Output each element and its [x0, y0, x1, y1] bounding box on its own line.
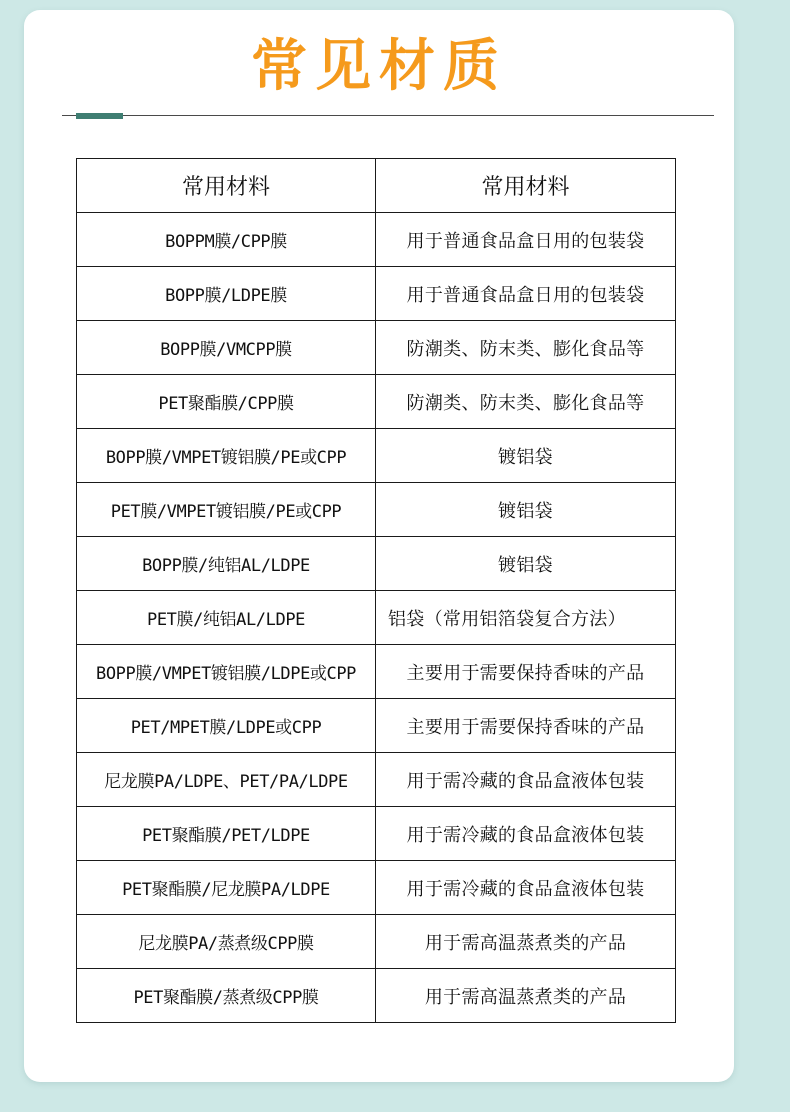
usage-cell: 主要用于需要保持香味的产品	[376, 645, 676, 699]
material-cell: PET聚酯膜/PET/LDPE	[77, 807, 376, 861]
table-row	[77, 915, 676, 969]
usage-cell: 镀铝袋	[376, 429, 676, 483]
header-material: 常用材料	[77, 159, 376, 213]
table-row	[77, 861, 676, 915]
divider-accent-bar	[76, 113, 123, 119]
material-cell: PET聚酯膜/蒸煮级CPP膜	[77, 969, 376, 1023]
usage-cell: 镀铝袋	[376, 483, 676, 537]
usage-cell: 用于普通食品盒日用的包装袋	[376, 213, 676, 267]
material-cell: BOPP膜/VMCPP膜	[77, 321, 376, 375]
material-cell: PET膜/纯铝AL/LDPE	[77, 591, 376, 645]
material-cell: BOPP膜/VMPET镀铝膜/PE或CPP	[77, 429, 376, 483]
table-row	[77, 321, 676, 375]
material-cell: BOPP膜/LDPE膜	[77, 267, 376, 321]
header-usage: 常用材料	[376, 159, 676, 213]
material-cell: PET膜/VMPET镀铝膜/PE或CPP	[77, 483, 376, 537]
material-cell: BOPP膜/纯铝AL/LDPE	[77, 537, 376, 591]
material-cell: PET聚酯膜/CPP膜	[77, 375, 376, 429]
table-header-row	[77, 159, 676, 213]
usage-cell: 镀铝袋	[376, 537, 676, 591]
material-cell: PET聚酯膜/尼龙膜PA/LDPE	[77, 861, 376, 915]
table-row	[77, 645, 676, 699]
usage-cell: 防潮类、防末类、膨化食品等	[376, 375, 676, 429]
table-row	[77, 753, 676, 807]
material-cell: PET/MPET膜/LDPE或CPP	[77, 699, 376, 753]
table-row	[77, 213, 676, 267]
table-row	[77, 537, 676, 591]
table-row	[77, 807, 676, 861]
material-cell: BOPP膜/VMPET镀铝膜/LDPE或CPP	[77, 645, 376, 699]
table-row	[77, 969, 676, 1023]
title-divider	[62, 115, 714, 116]
table-row	[77, 699, 676, 753]
content-card	[24, 10, 734, 1082]
material-cell: 尼龙膜PA/LDPE、PET/PA/LDPE	[77, 753, 376, 807]
usage-cell: 防潮类、防末类、膨化食品等	[376, 321, 676, 375]
usage-cell: 主要用于需要保持香味的产品	[376, 699, 676, 753]
materials-table	[76, 158, 676, 1023]
usage-cell: 用于需高温蒸煮类的产品	[376, 915, 676, 969]
table-row	[77, 591, 676, 645]
usage-cell: 用于需高温蒸煮类的产品	[376, 969, 676, 1023]
usage-cell: 用于需冷藏的食品盒液体包装	[376, 807, 676, 861]
usage-cell: 铝袋（常用铝箔袋复合方法）	[376, 591, 676, 645]
usage-cell: 用于需冷藏的食品盒液体包装	[376, 861, 676, 915]
table-row	[77, 375, 676, 429]
table-row	[77, 429, 676, 483]
table-row	[77, 267, 676, 321]
usage-cell: 用于普通食品盒日用的包装袋	[376, 267, 676, 321]
material-cell: 尼龙膜PA/蒸煮级CPP膜	[77, 915, 376, 969]
table-row	[77, 483, 676, 537]
material-cell: BOPPM膜/CPP膜	[77, 213, 376, 267]
usage-cell: 用于需冷藏的食品盒液体包装	[376, 753, 676, 807]
page-title: 常见材质	[251, 34, 507, 99]
